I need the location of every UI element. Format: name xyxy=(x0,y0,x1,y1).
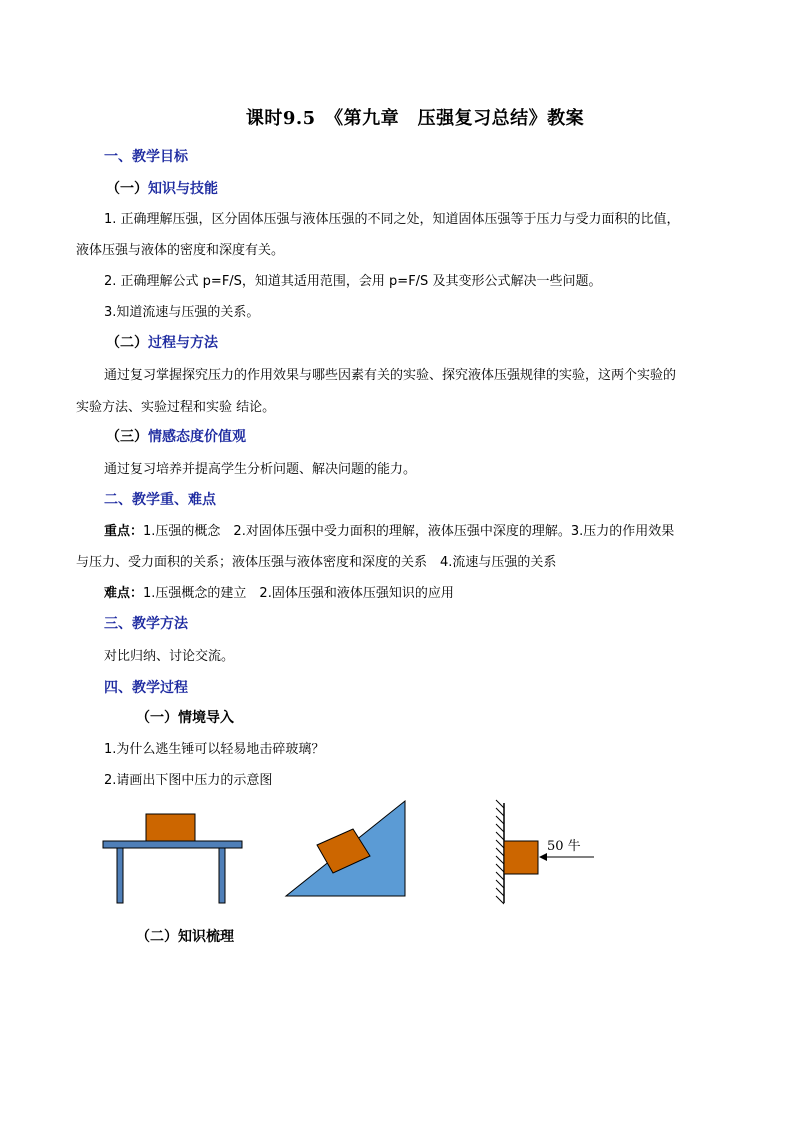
paragraph-line: 1. 正确理解压强，区分固体压强与液体压强的不同之处，知道固体压强等于压力与受力面积的比值， xyxy=(104,212,680,227)
subheading-situation-intro: （一）情境导入 xyxy=(136,710,234,726)
block-on-table-figure xyxy=(103,814,242,903)
section-heading-key-points: 二、教学重、难点 xyxy=(104,492,216,508)
force-label: 50 牛 xyxy=(547,839,581,854)
section-heading-methods: 三、教学方法 xyxy=(104,616,188,632)
subheading-paren: （三） xyxy=(106,429,148,445)
paragraph-line: 实验方法、实验过程和实验 结论。 xyxy=(76,400,276,415)
table-leg-right xyxy=(219,848,225,903)
table-top xyxy=(103,841,242,848)
subheading-paren: （二） xyxy=(106,335,148,351)
paragraph-line: 对比归纳、讨论交流。 xyxy=(104,649,235,664)
paragraph-line: 3.知道流速与压强的关系。 xyxy=(104,305,260,320)
question-line: 1.为什么逃生锤可以轻易地击碎玻璃？ xyxy=(104,742,325,757)
key-points-text: 1.压强的概念 2.对固体压强中受力面积的理解，液体压强中深度的理解。3.压力的作用效果 xyxy=(143,524,675,539)
section-heading-process: 四、教学过程 xyxy=(104,680,188,696)
paragraph-line: 2. 正确理解公式 p=F/S，知道其适用范围，会用 p=F/S 及其变形公式解决一些问题。 xyxy=(104,274,602,289)
wall-hatching xyxy=(496,800,504,904)
force-arrow-head xyxy=(539,853,547,861)
block-on-incline-figure xyxy=(286,801,405,896)
difficulty-label: 难点： xyxy=(104,586,144,601)
difficulty-text: 1.压强概念的建立 2.固体压强和液体压强知识的应用 xyxy=(143,586,454,601)
key-points-label: 重点： xyxy=(104,524,144,539)
subheading-knowledge-review: （二）知识梳理 xyxy=(136,929,234,945)
subheading-text: 情感态度价值观 xyxy=(148,429,246,445)
block-on-wall xyxy=(504,841,538,874)
subheading-text: 过程与方法 xyxy=(148,335,218,351)
subheading-paren: （一） xyxy=(106,181,148,197)
question-line: 2.请画出下图中压力的示意图 xyxy=(104,773,273,788)
paragraph-line: 液体压强与液体的密度和深度有关。 xyxy=(76,243,285,258)
paragraph-line: 通过复习掌握探究压力的作用效果与哪些因素有关的实验、探究液体压强规律的实验，这两个实验的 xyxy=(104,368,677,383)
page-title: 课时9.5 《第九章 压强复习总结》教案 xyxy=(245,108,585,129)
block-on-table xyxy=(146,814,195,841)
paragraph-line: 与压力、受力面积的关系；液体压强与液体密度和深度的关系 4.流速与压强的关系 xyxy=(76,555,557,570)
section-heading-objectives: 一、教学目标 xyxy=(104,149,188,165)
table-leg-left xyxy=(117,848,123,903)
subheading-text: 知识与技能 xyxy=(148,181,218,197)
paragraph-line: 通过复习培养并提高学生分析问题、解决问题的能力。 xyxy=(104,462,417,477)
